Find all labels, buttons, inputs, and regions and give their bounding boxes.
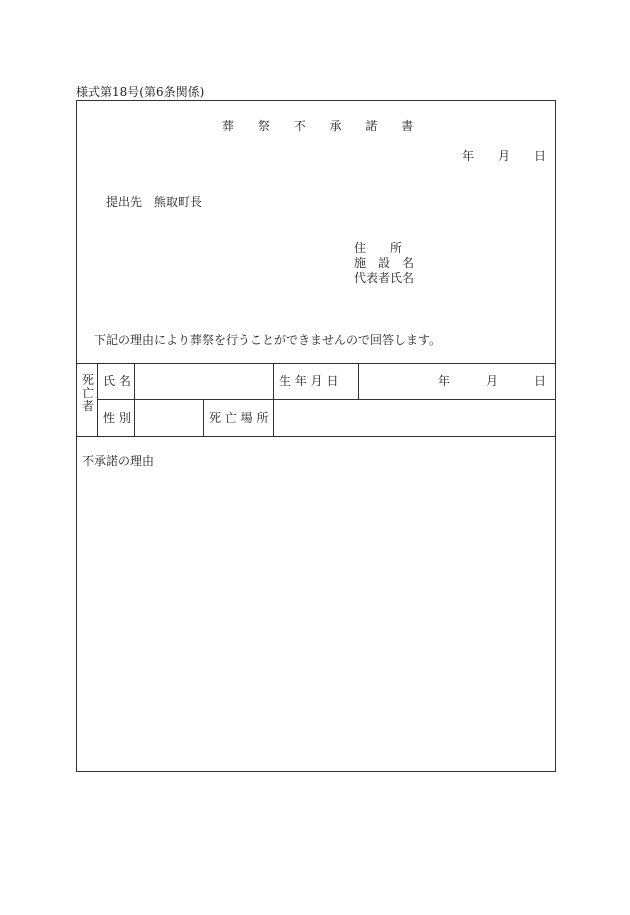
name-label: 氏 名 <box>103 374 131 388</box>
title-char: 祭 <box>257 119 270 133</box>
table-bottom-border <box>76 436 556 437</box>
deceased-header: 死亡者 <box>81 373 94 413</box>
refusal-reason-label: 不承諾の理由 <box>82 454 155 468</box>
date-year-label: 年 <box>462 149 475 163</box>
death-place-label: 死 亡 場 所 <box>209 411 269 425</box>
applicant-facility-label: 施 設 名 <box>354 256 415 270</box>
table-col-divider <box>97 363 98 436</box>
birth-month-label: 月 <box>486 374 499 388</box>
title-char: 葬 <box>222 119 235 133</box>
table-row-divider <box>97 399 556 400</box>
date-day-label: 日 <box>534 149 547 163</box>
table-top-border <box>76 363 556 364</box>
notice-message: 下記の理由により葬祭を行うことができませんので回答します。 <box>94 333 442 347</box>
table-col-divider <box>134 363 135 436</box>
birth-year-label: 年 <box>438 374 451 388</box>
birth-date-label: 生 年 月 日 <box>279 374 339 388</box>
table-col-divider <box>273 363 274 436</box>
submission-addressee: 提出先 熊取町長 <box>106 195 203 209</box>
applicant-address-label: 住 所 <box>354 241 403 255</box>
title-char: 承 <box>329 119 342 133</box>
title-char: 不 <box>293 119 306 133</box>
date-month-label: 月 <box>498 149 511 163</box>
document-title <box>222 120 433 132</box>
table-col-divider <box>203 399 204 436</box>
title-char: 諾 <box>365 119 378 133</box>
birth-day-label: 日 <box>534 374 547 388</box>
form-number-label: 様式第18号(第6条関係) <box>76 85 205 99</box>
table-col-divider <box>358 363 359 399</box>
gender-label: 性 別 <box>103 411 131 425</box>
title-char: 書 <box>401 119 414 133</box>
applicant-representative-label: 代表者氏名 <box>354 271 415 285</box>
